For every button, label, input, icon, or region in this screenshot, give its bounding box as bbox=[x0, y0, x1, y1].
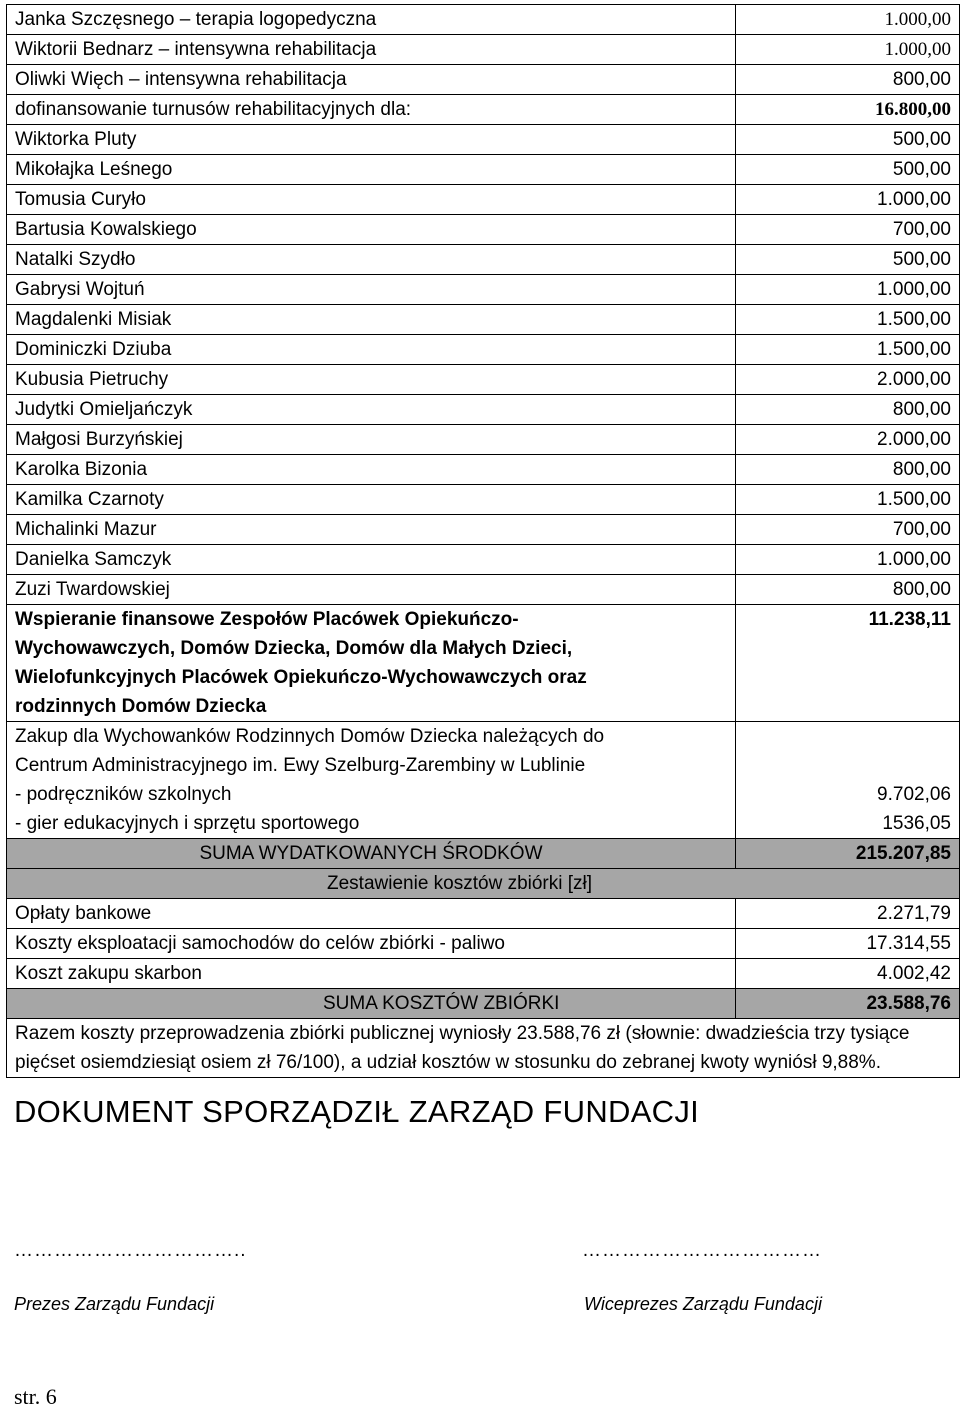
summary-note: Razem koszty przeprowadzenia zbiórki publicznej wyniosły 23.588,76 zł (słownie: dwadzieścia trzy tysiące pięćset osiemdziesiąt osiem zł 76/100), a udział kosztów w stosunku do zebranej kwoty wyniósł 9,88%. bbox=[7, 1019, 960, 1078]
table-row bbox=[7, 455, 960, 485]
row-label: Mikołajka Leśnego bbox=[7, 155, 736, 185]
table-row bbox=[7, 575, 960, 605]
row-label: Kamilka Czarnoty bbox=[7, 485, 736, 515]
costs-header: Zestawienie kosztów zbiórki [zł] bbox=[7, 869, 960, 899]
financial-table bbox=[6, 4, 960, 1078]
table-row bbox=[7, 929, 960, 959]
table-row bbox=[7, 305, 960, 335]
support-amount: 11.238,11 bbox=[736, 605, 960, 722]
row-amount: 1.000,00 bbox=[736, 35, 960, 65]
row-label: Natalki Szydło bbox=[7, 245, 736, 275]
table-row bbox=[7, 485, 960, 515]
cost-amount: 2.271,79 bbox=[736, 899, 960, 929]
purchase-item: - podręczników szkolnych bbox=[15, 784, 232, 805]
table-row bbox=[7, 545, 960, 575]
row-amount: 1.500,00 bbox=[736, 305, 960, 335]
row-amount: 1.000,00 bbox=[736, 545, 960, 575]
costs-total-row bbox=[7, 989, 960, 1019]
purchase-amount-cell bbox=[736, 722, 960, 839]
purchase-cell bbox=[7, 722, 736, 839]
row-label: Judytki Omieljańczyk bbox=[7, 395, 736, 425]
signature-line-left: …………………………….. bbox=[14, 1240, 247, 1261]
table-row bbox=[7, 65, 960, 95]
row-label: Karolka Bizonia bbox=[7, 455, 736, 485]
row-label: Dominiczki Dziuba bbox=[7, 335, 736, 365]
table-row bbox=[7, 125, 960, 155]
row-amount: 500,00 bbox=[736, 245, 960, 275]
page-number: str. 6 bbox=[14, 1384, 57, 1409]
support-label: Wspieranie finansowe Zespołów Placówek Opiekuńczo-Wychowawczych, Domów Dziecka, Domów dla Małych Dzieci, Wielofunkcyjnych Placówek Opiekuńczo-Wychowawczych oraz rodzinnych Domów Dziecka bbox=[7, 605, 736, 722]
row-amount: 700,00 bbox=[736, 215, 960, 245]
row-amount: 1.500,00 bbox=[736, 485, 960, 515]
table-row bbox=[7, 515, 960, 545]
row-amount: 800,00 bbox=[736, 65, 960, 95]
subsidy-header-amount: 16.800,00 bbox=[736, 95, 960, 125]
table-row bbox=[7, 959, 960, 989]
expenses-total-row bbox=[7, 839, 960, 869]
row-label: Michalinki Mazur bbox=[7, 515, 736, 545]
row-amount: 1.000,00 bbox=[736, 5, 960, 35]
row-label: Wiktorka Pluty bbox=[7, 125, 736, 155]
cost-label: Koszt zakupu skarbon bbox=[7, 959, 736, 989]
table-row bbox=[7, 335, 960, 365]
purchase-label: Zakup dla Wychowanków Rodzinnych Domów Dziecka należących do Centrum Administracyjnego im. Ewy Szelburg-Zarembiny w Lublinie bbox=[15, 726, 605, 776]
row-label: Kubusia Pietruchy bbox=[7, 365, 736, 395]
table-row bbox=[7, 275, 960, 305]
row-label: Magdalenki Misiak bbox=[7, 305, 736, 335]
signature-role-right: Wiceprezes Zarządu Fundacji bbox=[584, 1294, 822, 1314]
row-label: Janka Szczęsnego – terapia logopedyczna bbox=[7, 5, 736, 35]
row-amount: 500,00 bbox=[736, 125, 960, 155]
cost-amount: 4.002,42 bbox=[736, 959, 960, 989]
row-amount: 1.500,00 bbox=[736, 335, 960, 365]
cost-label: Opłaty bankowe bbox=[7, 899, 736, 929]
costs-header-row bbox=[7, 869, 960, 899]
row-label: Bartusia Kowalskiego bbox=[7, 215, 736, 245]
signature-role-left: Prezes Zarządu Fundacji bbox=[14, 1294, 215, 1314]
purchase-amount: 1536,05 bbox=[882, 813, 951, 834]
table-row bbox=[7, 425, 960, 455]
purchase-row bbox=[7, 722, 960, 839]
row-amount: 2.000,00 bbox=[736, 425, 960, 455]
cost-amount: 17.314,55 bbox=[736, 929, 960, 959]
row-amount: 2.000,00 bbox=[736, 365, 960, 395]
costs-total-amount: 23.588,76 bbox=[736, 989, 960, 1019]
table-row bbox=[7, 155, 960, 185]
document-title: DOKUMENT SPORZĄDZIŁ ZARZĄD FUNDACJI bbox=[14, 1094, 700, 1129]
table-row bbox=[7, 215, 960, 245]
row-amount: 1.000,00 bbox=[736, 185, 960, 215]
row-amount: 700,00 bbox=[736, 515, 960, 545]
row-amount: 800,00 bbox=[736, 575, 960, 605]
row-label: Gabrysi Wojtuń bbox=[7, 275, 736, 305]
purchase-item: - gier edukacyjnych i sprzętu sportowego bbox=[15, 813, 360, 834]
row-amount: 800,00 bbox=[736, 455, 960, 485]
row-label: Małgosi Burzyńskiej bbox=[7, 425, 736, 455]
row-label: Danielka Samczyk bbox=[7, 545, 736, 575]
purchase-amount: 9.702,06 bbox=[877, 784, 951, 805]
table-row bbox=[7, 365, 960, 395]
row-amount: 800,00 bbox=[736, 395, 960, 425]
cost-label: Koszty eksploatacji samochodów do celów zbiórki - paliwo bbox=[7, 929, 736, 959]
row-label: Oliwki Więch – intensywna rehabilitacja bbox=[7, 65, 736, 95]
table-row bbox=[7, 899, 960, 929]
expenses-total-label: SUMA WYDATKOWANYCH ŚRODKÓW bbox=[7, 839, 736, 869]
row-label: Wiktorii Bednarz – intensywna rehabilitacja bbox=[7, 35, 736, 65]
table-row bbox=[7, 5, 960, 35]
subsidy-header-label: dofinansowanie turnusów rehabilitacyjnych dla: bbox=[7, 95, 736, 125]
costs-total-label: SUMA KOSZTÓW ZBIÓRKI bbox=[7, 989, 736, 1019]
signature-line-right: ……………………………… bbox=[582, 1240, 822, 1261]
support-row bbox=[7, 605, 960, 722]
row-amount: 1.000,00 bbox=[736, 275, 960, 305]
table-row bbox=[7, 395, 960, 425]
row-amount: 500,00 bbox=[736, 155, 960, 185]
row-label: Zuzi Twardowskiej bbox=[7, 575, 736, 605]
table-row bbox=[7, 185, 960, 215]
subsidy-header-row bbox=[7, 95, 960, 125]
expenses-total-amount: 215.207,85 bbox=[736, 839, 960, 869]
table-row bbox=[7, 245, 960, 275]
summary-note-row bbox=[7, 1019, 960, 1078]
row-label: Tomusia Curyło bbox=[7, 185, 736, 215]
table-row bbox=[7, 35, 960, 65]
